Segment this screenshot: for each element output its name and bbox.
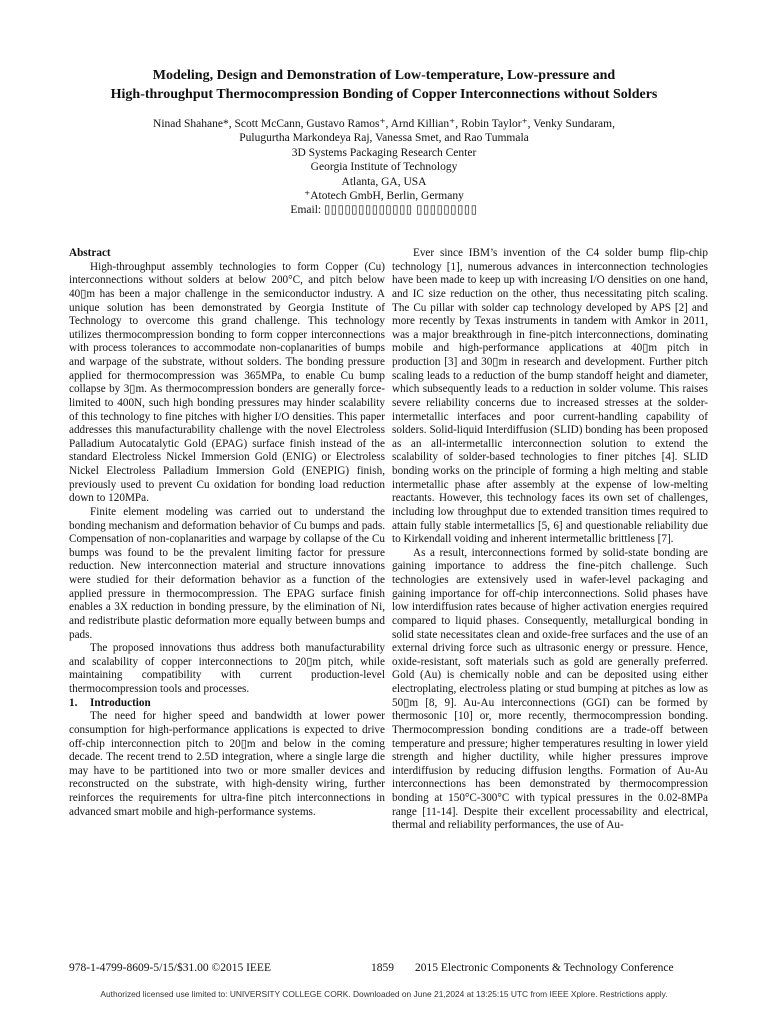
footer-conference: 2015 Electronic Components & Technology Conference: [415, 962, 674, 974]
section-title: Introduction: [90, 696, 151, 709]
right-paragraph-1: Ever since IBM’s invention of the C4 solder bump flip-chip technology [1], numerous advances in interconnection technologies have been made to keep up with increasing I/O densities on one hand, and IC size reduction on the other, thus necessitating pitch scaling. The Cu pillar with solder cap technology developed by APS [2] and more recently by Texas instruments in tandem with Amkor in 2011, was a major breakthrough in fine-pitch interconnections, dominating mobile and high-performance applications at 40▯m pitch in production [3] and 30▯m in research and development. Further pitch scaling leads to a reduction of the bump standoff height and diameter, which subsequently leads to a reduction in solder volume. This raises severe reliability concerns due to increased stresses at the solder-intermetallic interfaces and poor current-handling capability of solders. Solid-liquid Interdiffusion (SLID) bonding has been proposed as an all-intermetallic interconnection solution to extend the scalability of solder-based technologies to finer pitches [4]. SLID bonding works on the principle of forming a high melting and stable intermetallic phase after assembly at the expense of low-melting reactants. However, this technology faces its own set of challenges, including low throughput due to extended transition times required to attain fully stable intermetallics [5, 6] and questionable reliability due to Kirkendall voiding and inherent intermetallic brittleness [7].: [392, 247, 708, 546]
abstract-paragraph-1: High-throughput assembly technologies to form Copper (Cu) interconnections without solders at below 200°C, and pitch below 40▯m has been a major challenge in the semiconductor industry. A unique solution has been demonstrated by Georgia Institute of Technology to overcome this grand challenge. This technology utilizes thermocompression bonding to form copper interconnections with process tolerances to accommodate non-coplanarities of bumps and warpage of the substrate, without solders. The bonding pressure applied for thermocompression was 365MPa, to enable Cu bump collapse by 3▯m. As thermocompression bonders are generally force-limited to 400N, such high bonding pressures may hinder scalability of this technology to fine pitches with higher I/O densities. This paper addresses this manufacturability challenge with the novel Electroless Palladium Autocatalytic Gold (EPAG) surface finish instead of the standard Electroless Nickel Immersion Gold (ENIG) or Electroless Nickel Electroless Palladium Immersion Gold (ENEPIG) finish, previously used to prevent Cu oxidation for bonding load reduction down to 120MPa.: [69, 260, 385, 505]
author-block: [60, 117, 708, 218]
affiliation-atotech: ⁺Atotech GmbH, Berlin, Germany: [304, 190, 464, 203]
affiliation-location: Atlanta, GA, USA: [341, 175, 427, 188]
affiliation-center: 3D Systems Packaging Research Center: [291, 146, 477, 159]
right-paragraph-2: As a result, interconnections formed by solid-state bonding are gaining importance to address the fine-pitch challenge. Such technologies are extensively used in wafer-level packaging and gaining importance for off-chip interconnections. Solid phases have low interdiffusion rates because of higher activation energies required compared to liquid phases. Consequently, metallurgical bonding in solid state necessitates clean and oxide-free surfaces and the use of an external driving force such as ultrasonic energy or pressure. Hence, oxide-resistant, soft materials such as gold are generally preferred. Gold (Au) is chemically noble and can be deposited using either electroplating, electroless plating or stud bumping at pitches as low as 50▯m [8, 9]. Au-Au interconnections (GGI) can be formed by thermosonic [10] or, more recently, thermocompression bonding. Thermocompression bonding conditions are a trade-off between temperature and pressure; higher temperatures resulting in lower yield strength and higher ductility, while higher pressures improve interdiffusion by reducing diffusion lengths. Formation of Au-Au interconnections has been demonstrated by thermocompression bonding at 150°C-300°C with typical pressures in the 0.02-8MPa range [11-14]. Despite their excellent processability and electrical, thermal and reliability performances, the use of Au-: [392, 546, 708, 832]
authors-line-1: Ninad Shahane*, Scott McCann, Gustavo Ramos⁺, Arnd Killian⁺, Robin Taylor⁺, Venky Sundaram,: [153, 118, 615, 130]
paper-title: [40, 66, 728, 104]
email-label: Email:: [290, 204, 322, 217]
email-line: [60, 203, 708, 217]
abstract-heading: Abstract: [69, 247, 111, 259]
introduction-heading: [69, 697, 385, 711]
left-column: [69, 247, 385, 819]
title-line-2: High-throughput Thermocompression Bonding of Copper Interconnections without Solders: [110, 87, 658, 102]
footer-page-number: 1859: [371, 962, 394, 974]
title-line-1: Modeling, Design and Demonstration of Low-temperature, Low-pressure and: [152, 68, 616, 83]
introduction-paragraph-1: The need for higher speed and bandwidth at lower power consumption for high-performance applications is expected to drive off-chip interconnection pitch to 20▯m and below in the coming decade. The recent trend to 2.5D integration, where a single large die may have to be partitioned into two or more smaller devices and reconstructed on the substrate, with high-density wiring, further reinforces the requirements for ultra-fine pitch interconnections in advanced smart mobile and high-performance systems.: [69, 710, 385, 818]
section-number: 1.: [69, 696, 78, 709]
footer-isbn: 978-1-4799-8609-5/15/$31.00 ©2015 IEEE: [69, 962, 271, 974]
affiliation-institute: Georgia Institute of Technology: [310, 161, 458, 174]
license-notice: Authorized licensed use limited to: UNIVERSITY COLLEGE CORK. Downloaded on June 21,2024 at 13:25:15 UTC from IEEE Xplore. Restrictions apply.: [100, 989, 668, 999]
abstract-paragraph-3: The proposed innovations thus address both manufacturability and scalability of copper interconnections to 20▯m pitch, while maintaining compatibility with current production-level thermocompression tools and processes.: [69, 642, 385, 695]
right-column: [392, 247, 708, 833]
authors-line-2: Pulugurtha Markondeya Raj, Vanessa Smet, and Rao Tummala: [239, 132, 529, 145]
abstract-paragraph-2: Finite element modeling was carried out to understand the bonding mechanism and deformation behavior of Cu bumps and pads. Compensation of non-coplanarities and warpage by collapse of the Cu bumps was found to be the prevalent limiting factor for pressure reduction. New interconnection material and structure innovations were studied for their deformation behavior as a function of the applied pressure in thermocompression. The EPAG surface finish enables a 3X reduction in bonding pressure, by the elimination of Ni, and redistribute plastic deformation more equally between bumps and pads.: [69, 505, 385, 641]
email-value: ▯▯▯▯▯▯▯▯▯▯▯▯▯ ▯▯▯▯▯▯▯▯▯: [323, 204, 478, 217]
